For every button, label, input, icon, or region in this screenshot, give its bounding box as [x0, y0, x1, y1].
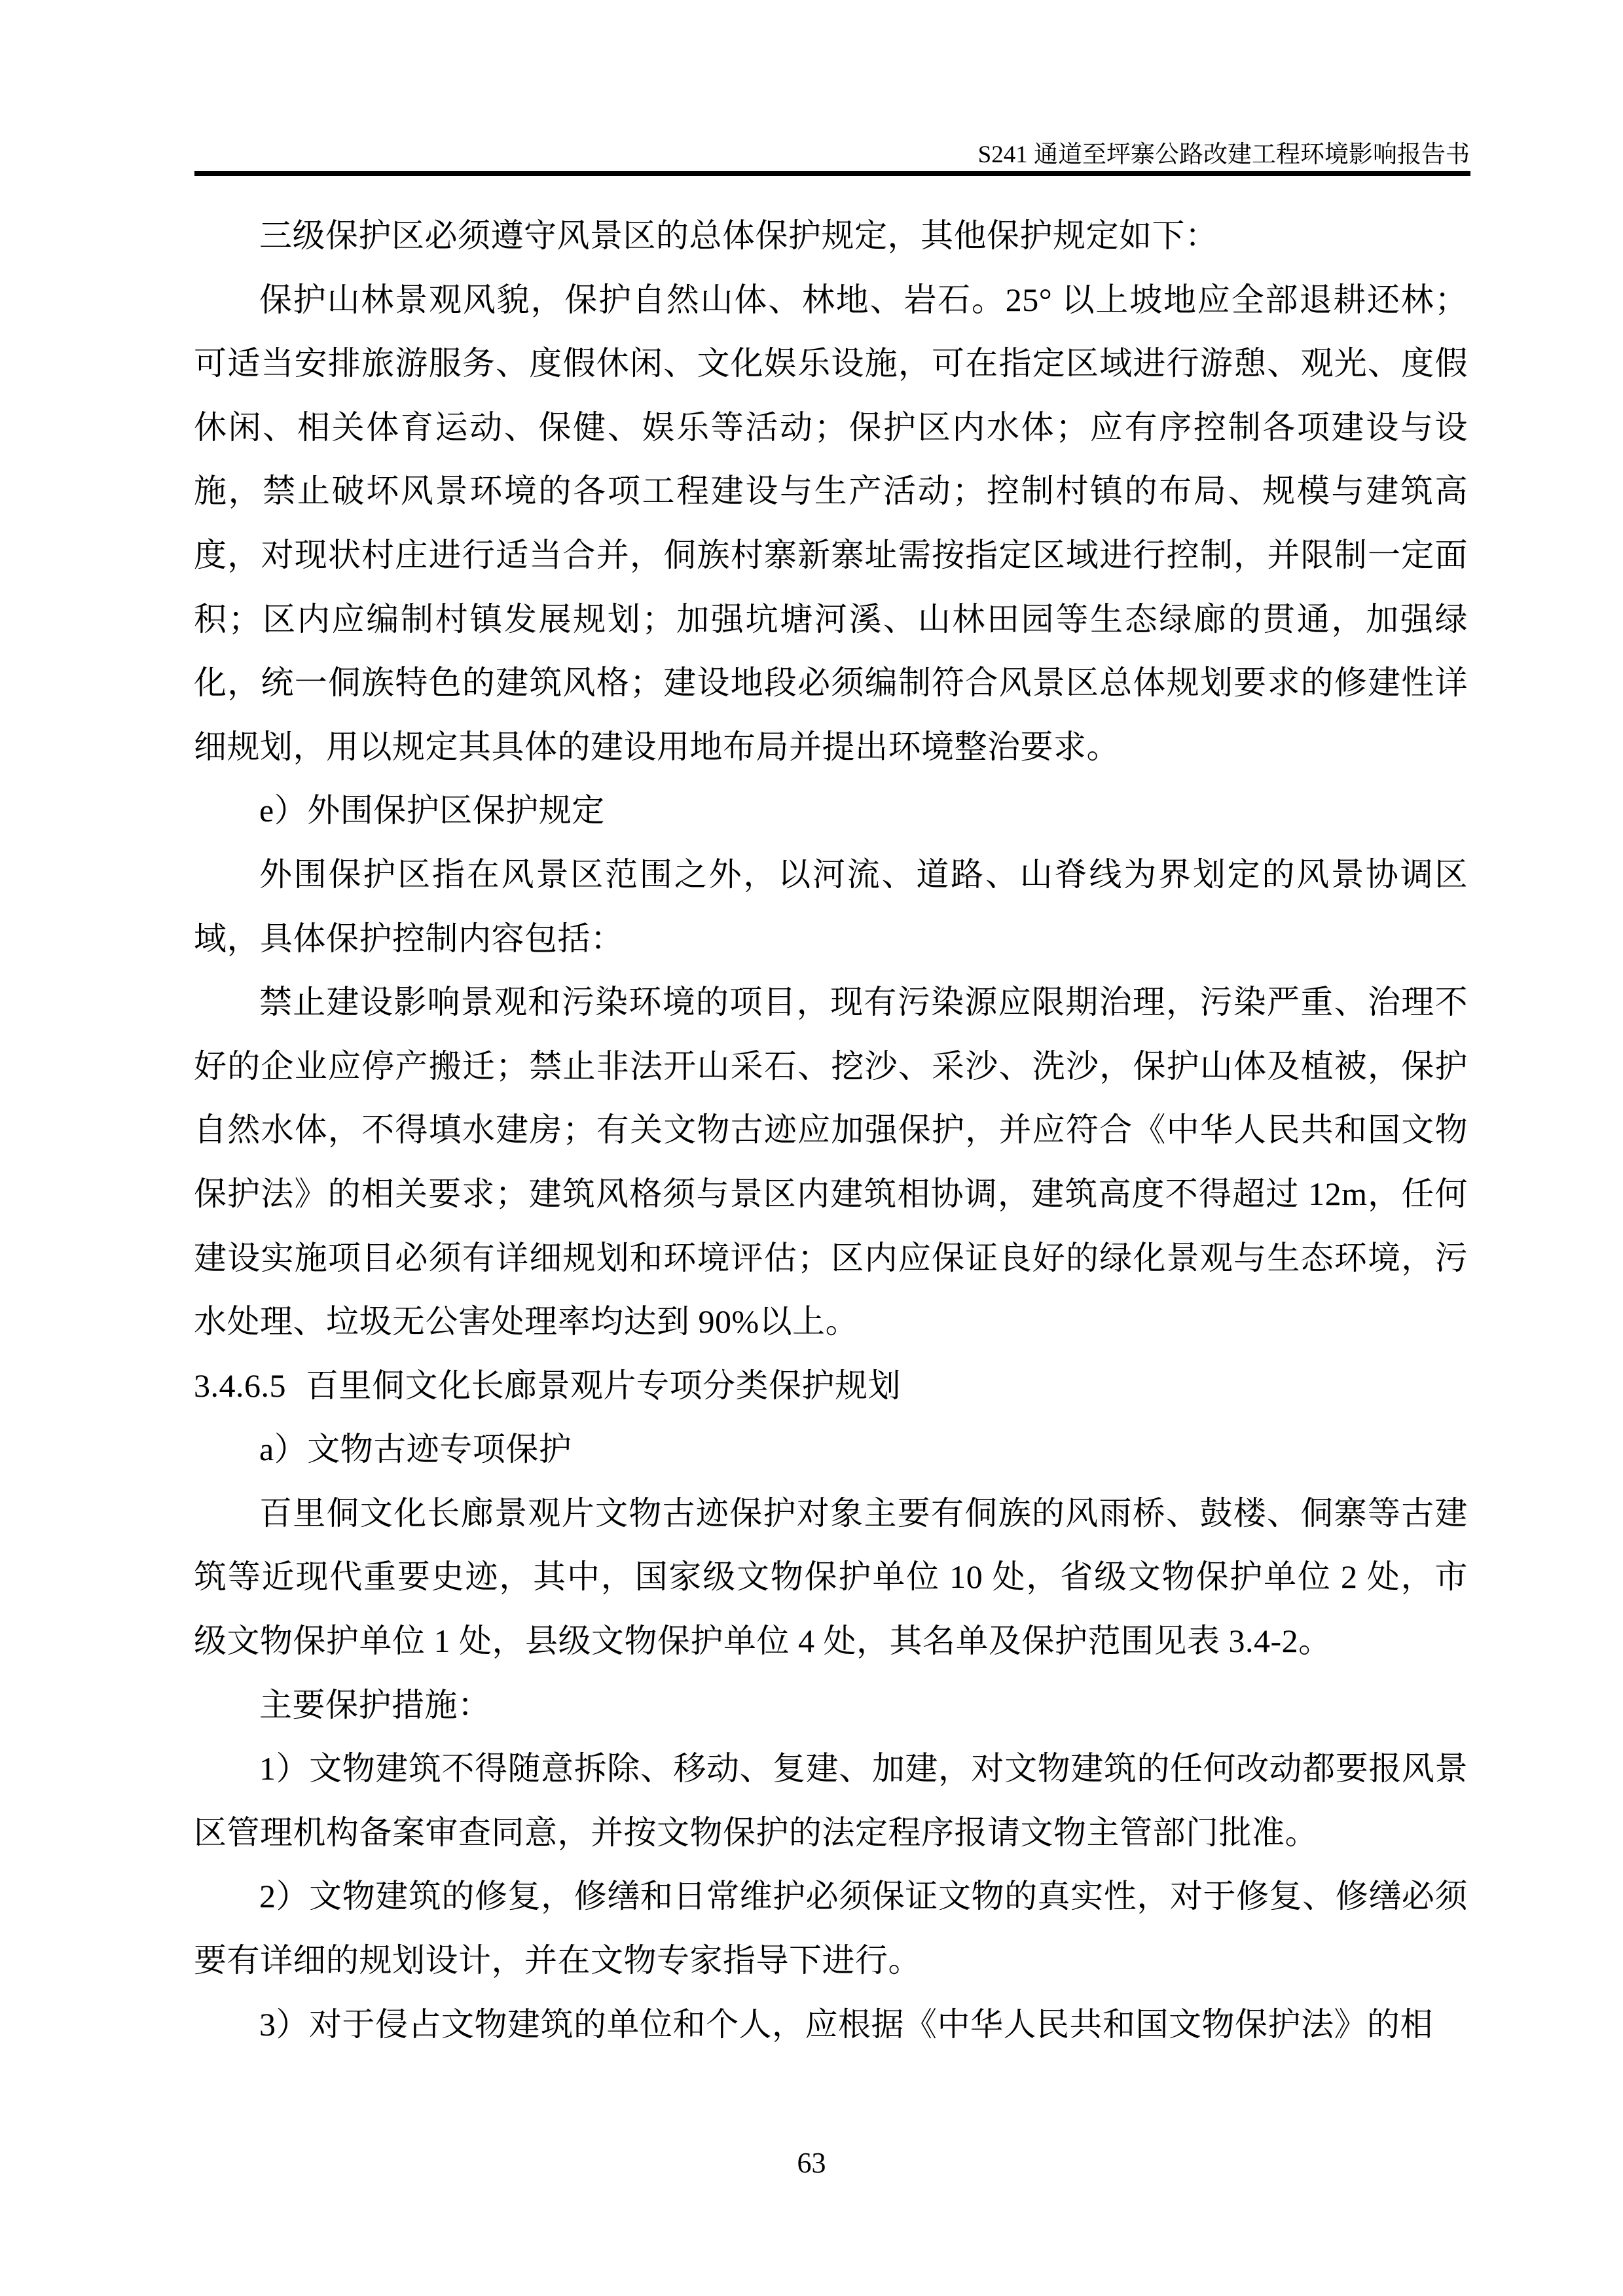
- subsection-label: a）文物古迹专项保护: [259, 1431, 572, 1468]
- list-item: 3）对于侵占文物建筑的单位和个人，应根据《中华人民共和国文物保护法》的相: [259, 2005, 1433, 2043]
- paragraph: 保护山林景观风貌，保护自然山体、林地、岩石。25° 以上坡地应全部退耕还林；可适当安排旅游服务、度假休闲、文化娱乐设施，可在指定区域进行游憩、观光、度假休闲、相关体育运动、保健、娱乐等活动；保护区内水体；应有序控制各项建设与设施，禁止破坏风景环境的各项工程建设与生产活动；控制村镇的布局、规模与建筑高度，对现状村庄进行适当合并，侗族村寨新寨址需按指定区域进行控制，并限制一定面积；区内应编制村镇发展规划；加强坑塘河溪、山林田园等生态绿廊的贯通，加强绿化，统一侗族特色的建筑风格；建设地段必须编制符合风景区总体规划要求的修建性详细规划，用以规定其具体的建设用地布局并提出环境整治要求。: [194, 281, 1468, 765]
- document-body: [194, 204, 1468, 2056]
- header-divider-rule: [194, 171, 1470, 176]
- subsection-label: e）外围保护区保护规定: [259, 792, 605, 829]
- paragraph: 外围保护区指在风景区范围之外，以河流、道路、山脊线为界划定的风景协调区域，具体保护控制内容包括：: [194, 855, 1468, 957]
- paragraph: 禁止建设影响景观和污染环境的项目，现有污染源应限期治理，污染严重、治理不好的企业应停产搬迁；禁止非法开山采石、挖沙、采沙、洗沙，保护山体及植被，保护自然水体，不得填水建房；有关文物古迹应加强保护，并应符合《中华人民共和国文物保护法》的相关要求；建筑风格须与景区内建筑相协调，建筑高度不得超过 12m，任何建设实施项目必须有详细规划和环境评估；区内应保证良好的绿化景观与生态环境，污水处理、垃圾无公害处理率均达到 90%以上。: [194, 984, 1468, 1340]
- page-header-title: S241 通道至坪寨公路改建工程环境影响报告书: [977, 141, 1470, 168]
- paragraph: 主要保护措施：: [259, 1686, 491, 1723]
- section-heading: [194, 1354, 1468, 1418]
- paragraph: 三级保护区必须遵守风景区的总体保护规定，其他保护规定如下：: [259, 217, 1218, 254]
- list-item: 2）文物建筑的修复，修缮和日常维护必须保证文物的真实性，对于修复、修缮必须要有详细的规划设计，并在文物专家指导下进行。: [194, 1878, 1468, 1979]
- page-number: 63: [797, 2147, 826, 2179]
- section-title: 百里侗文化长廊景观片专项分类保护规划: [306, 1367, 901, 1404]
- paragraph: 百里侗文化长廊景观片文物古迹保护对象主要有侗族的风雨桥、鼓楼、侗寨等古建筑等近现代重要史迹，其中，国家级文物保护单位 10 处，省级文物保护单位 2 处，市级文物保护单位 1 处，县级文物保护单位 4 处，其名单及保护范围见表 3.4-2。: [194, 1494, 1468, 1660]
- section-number: 3.4.6.5: [194, 1367, 286, 1404]
- list-item: 1）文物建筑不得随意拆除、移动、复建、加建，对文物建筑的任何改动都要报风景区管理机构备案审查同意，并按文物保护的法定程序报请文物主管部门批准。: [194, 1750, 1468, 1851]
